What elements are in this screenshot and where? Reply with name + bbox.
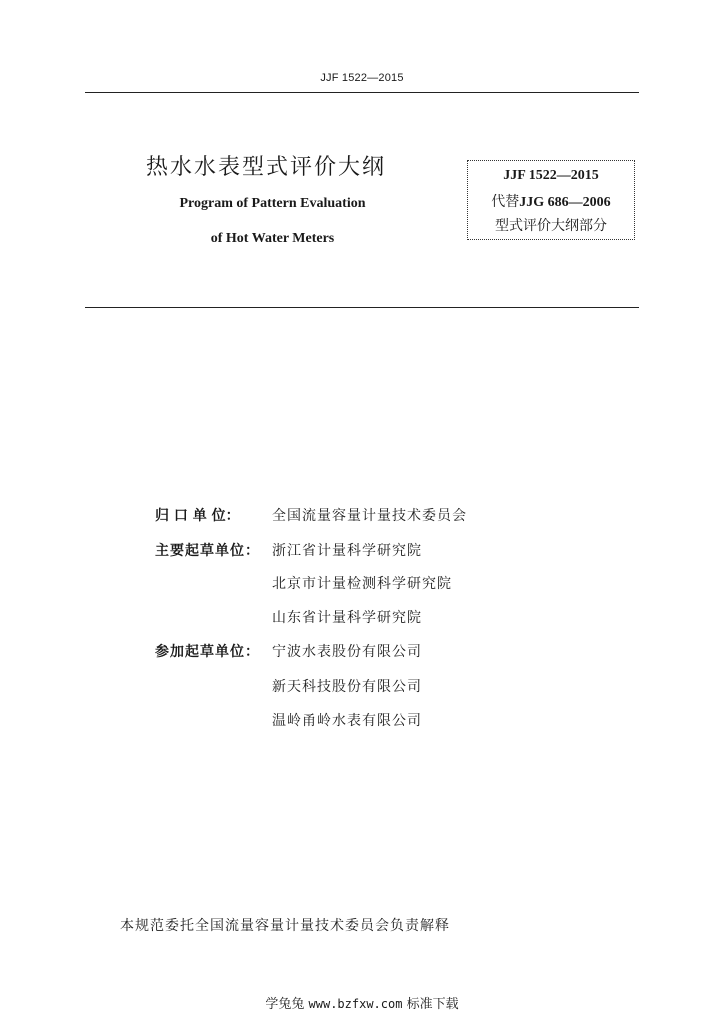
- footer-watermark: [0, 993, 724, 1012]
- document-title-en-line-1: Program of Pattern Evaluation: [179, 196, 366, 211]
- replaced-code: JJG 686—2006: [519, 195, 611, 210]
- responsible-unit-label: 归 口 单 位：: [155, 508, 240, 524]
- replaces-line: [468, 191, 634, 211]
- site-tagline: 标准下载: [406, 997, 459, 1012]
- site-url-link[interactable]: www.bzfxw.com: [308, 997, 403, 1011]
- replaces-prefix: 代替: [491, 194, 520, 210]
- participating-row: [0, 641, 724, 663]
- participating-unit: 宁波水表股份有限公司: [272, 644, 422, 660]
- standard-code-box: [467, 160, 635, 240]
- main-drafting-unit: 山东省计量科学研究院: [272, 610, 422, 626]
- interpretation-statement: 本规范委托全国流量容量计量技术委员会负责解释: [120, 918, 450, 934]
- main-drafting-row: [0, 573, 724, 595]
- document-title-zh: 热水水表型式评价大纲: [146, 155, 387, 180]
- responsible-unit-value: 全国流量容量计量技术委员会: [272, 508, 467, 524]
- main-drafting-unit: 北京市计量检测科学研究院: [272, 576, 452, 592]
- site-name: 学兔兔: [265, 997, 305, 1012]
- header-rule: [85, 92, 639, 93]
- main-drafting-row: [0, 540, 724, 562]
- running-header-code: JJF 1522—2015: [320, 72, 404, 84]
- standard-code: JJF 1522—2015: [503, 168, 599, 183]
- participating-row: [0, 676, 724, 698]
- participating-label: 参加起草单位：: [155, 644, 260, 660]
- participating-row: [0, 710, 724, 732]
- replaces-suffix: 型式评价大纲部分: [495, 218, 607, 234]
- document-title-en-line-2: of Hot Water Meters: [210, 231, 335, 246]
- main-drafting-row: [0, 607, 724, 629]
- title-divider-rule: [85, 307, 639, 308]
- main-drafting-label: 主要起草单位：: [155, 543, 260, 559]
- responsible-unit-row: [0, 505, 724, 527]
- participating-unit: 温岭甬岭水表有限公司: [272, 713, 422, 729]
- main-drafting-unit: 浙江省计量科学研究院: [272, 543, 422, 559]
- participating-unit: 新天科技股份有限公司: [272, 679, 422, 695]
